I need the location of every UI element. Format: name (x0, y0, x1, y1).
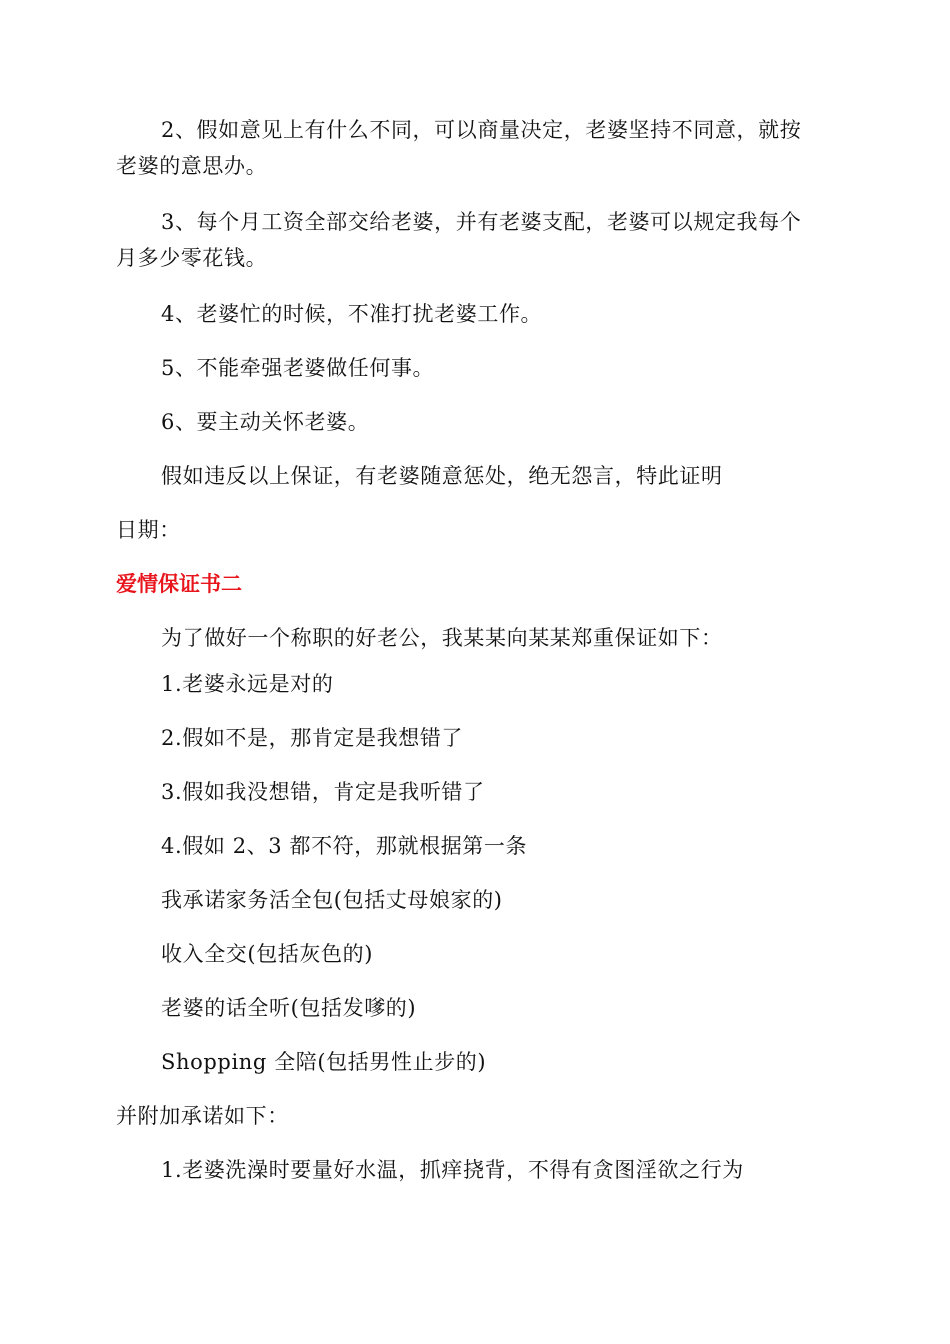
paragraph-item-2-cont: 老婆的意思办。 (116, 154, 268, 178)
paragraph-item-2: 2、假如意见上有什么不同，可以商量决定，老婆坚持不同意，就按 (161, 118, 802, 142)
section-heading: 爱情保证书二 (116, 572, 242, 596)
additional-item-1: 1.老婆洗澡时要量好水温，抓痒挠背，不得有贪图淫欲之行为 (161, 1158, 744, 1182)
date-label: 日期： (116, 518, 181, 542)
paragraph-item-5: 5、不能牵强老婆做任何事。 (161, 356, 435, 380)
section-intro: 为了做好一个称职的好老公，我某某向某某郑重保证如下： (161, 626, 723, 650)
paragraph-item-4: 4、老婆忙的时候，不准打扰老婆工作。 (161, 302, 543, 326)
rule-item-3: 3.假如我没想错，肯定是我听错了 (161, 780, 485, 804)
paragraph-item-3: 3、每个月工资全部交给老婆，并有老婆支配，老婆可以规定我每个 (161, 210, 802, 234)
paragraph-item-6: 6、要主动关怀老婆。 (161, 410, 370, 434)
rule-item-4: 4.假如 2、3 都不符，那就根据第一条 (161, 834, 528, 858)
promise-item-1: 我承诺家务活全包(包括丈母娘家的) (161, 888, 503, 912)
promise-item-2: 收入全交(包括灰色的) (161, 942, 373, 966)
rule-item-1: 1.老婆永远是对的 (161, 672, 334, 696)
closing-statement: 假如违反以上保证，有老婆随意惩处，绝无怨言，特此证明 (161, 464, 723, 488)
paragraph-item-3-cont: 月多少零花钱。 (116, 246, 268, 270)
promise-item-4: Shopping 全陪(包括男性止步的) (161, 1050, 487, 1074)
additional-title: 并附加承诺如下： (116, 1104, 289, 1128)
promise-item-3: 老婆的话全听(包括发嗲的) (161, 996, 417, 1020)
rule-item-2: 2.假如不是，那肯定是我想错了 (161, 726, 464, 750)
